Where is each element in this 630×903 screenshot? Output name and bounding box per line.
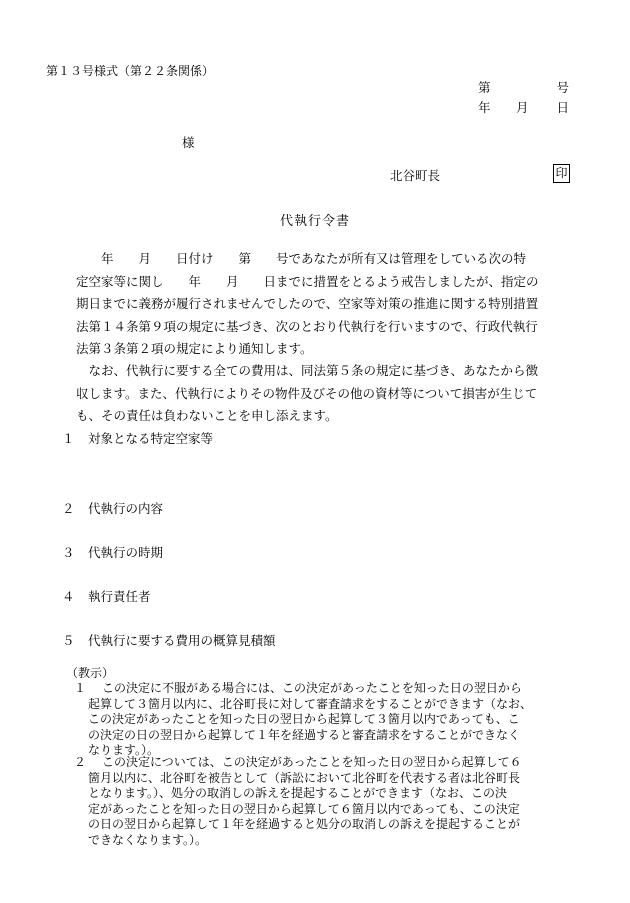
instruction-line: 箇月以内に、北谷町を被告として（訴訟において北谷町を代表する者は北谷町長 xyxy=(88,770,521,785)
document-number-prefix: 第 xyxy=(478,80,491,95)
item-number: ２ xyxy=(62,501,75,516)
item-number: ５ xyxy=(62,633,75,648)
instruction-line: できなくなります。）。 xyxy=(88,832,208,847)
item-number: ３ xyxy=(62,545,75,560)
item-cost-estimate xyxy=(62,631,276,649)
instruction-line: の決定の日の翌日から起算して１年を経過すると審査請求をすることができなく xyxy=(88,727,521,742)
item-number: １ xyxy=(62,431,75,446)
paragraph-line: も、その責任は負わないことを申し添えます。 xyxy=(76,408,338,423)
instruction-line: 起算して３箇月以内に、北谷町長に対して審査請求をすることができます（なお、 xyxy=(88,696,533,711)
notice-paragraph-1 xyxy=(76,248,586,361)
instruction-line: この決定があったことを知った日の翌日から起算して３箇月以内であっても、こ xyxy=(88,712,520,726)
item-execution-content xyxy=(62,499,163,517)
item-label: 代執行の内容 xyxy=(88,501,164,516)
instruction-text xyxy=(88,681,532,759)
instruction-number: １ xyxy=(74,681,87,695)
document-title: 代執行令書 xyxy=(279,214,350,229)
document-number xyxy=(478,78,573,95)
paragraph-line: 法第３条第２項の規定により通知します。 xyxy=(76,341,313,356)
paragraph-line: 定空家等に関し 年 月 日までに措置をとるよう戒告しましたが、指定の xyxy=(76,273,539,289)
paragraph-line: 収します。また、代執行によりその物件及びその他の資材等について損害が生じて xyxy=(76,385,538,401)
sender-name: 北谷町長 xyxy=(390,168,441,183)
instruction-number: ２ xyxy=(74,755,87,769)
instruction-text xyxy=(88,755,522,848)
seal-mark: 印 xyxy=(553,164,570,183)
item-execution-period xyxy=(62,543,163,561)
instruction-line: この決定に不服がある場合には、この決定があったことを知った日の翌日から xyxy=(102,681,522,695)
paragraph-line: なお、代執行に要する全ての費用は、同法第５条の規定に基づき、あなたから徴 xyxy=(76,363,539,378)
date-day: 日 xyxy=(556,100,569,115)
instruction-line: となります。）、処分の取消しの訴えを提起することができます（なお、この決 xyxy=(88,786,508,800)
instruction-line: この決定については、この決定があったことを知った日の翌日から起算して６ xyxy=(102,755,522,769)
document-date xyxy=(478,98,573,115)
item-number: ４ xyxy=(62,589,75,604)
form-number: 第１３号様式（第２２条関係） xyxy=(46,64,215,78)
document-number-suffix: 号 xyxy=(556,80,569,95)
item-target-property xyxy=(62,429,213,447)
item-label: 執行責任者 xyxy=(88,589,151,604)
paragraph-line: 法第１４条第９項の規定に基づき、次のとおり代執行を行いますので、行政代執行 xyxy=(76,318,538,334)
item-responsible-officer xyxy=(62,587,151,605)
instruction-line: なります。）。 xyxy=(88,743,160,757)
date-month: 月 xyxy=(516,100,529,115)
item-label: 代執行の時期 xyxy=(88,545,164,560)
item-label: 代執行に要する費用の概算見積額 xyxy=(88,633,276,648)
paragraph-line: 年 月 日付け 第 号であなたが所有又は管理をしている次の特 xyxy=(76,251,527,266)
instruction-heading: （教示） xyxy=(66,666,115,680)
paragraph-line: 期日までに義務が履行されませんでしたので、空家等対策の推進に関する特別措置 xyxy=(76,296,539,311)
notice-paragraph-2 xyxy=(76,360,586,428)
addressee: 様 xyxy=(182,135,195,150)
item-label: 対象となる特定空家等 xyxy=(88,431,214,446)
instruction-line: の日の翌日から起算して１年を経過すると処分の取消しの訴えを提起することが xyxy=(88,817,521,831)
instruction-line: 定があったことを知った日の翌日から起算して６箇月以内であっても、この決定 xyxy=(88,801,520,816)
date-year: 年 xyxy=(478,100,491,115)
